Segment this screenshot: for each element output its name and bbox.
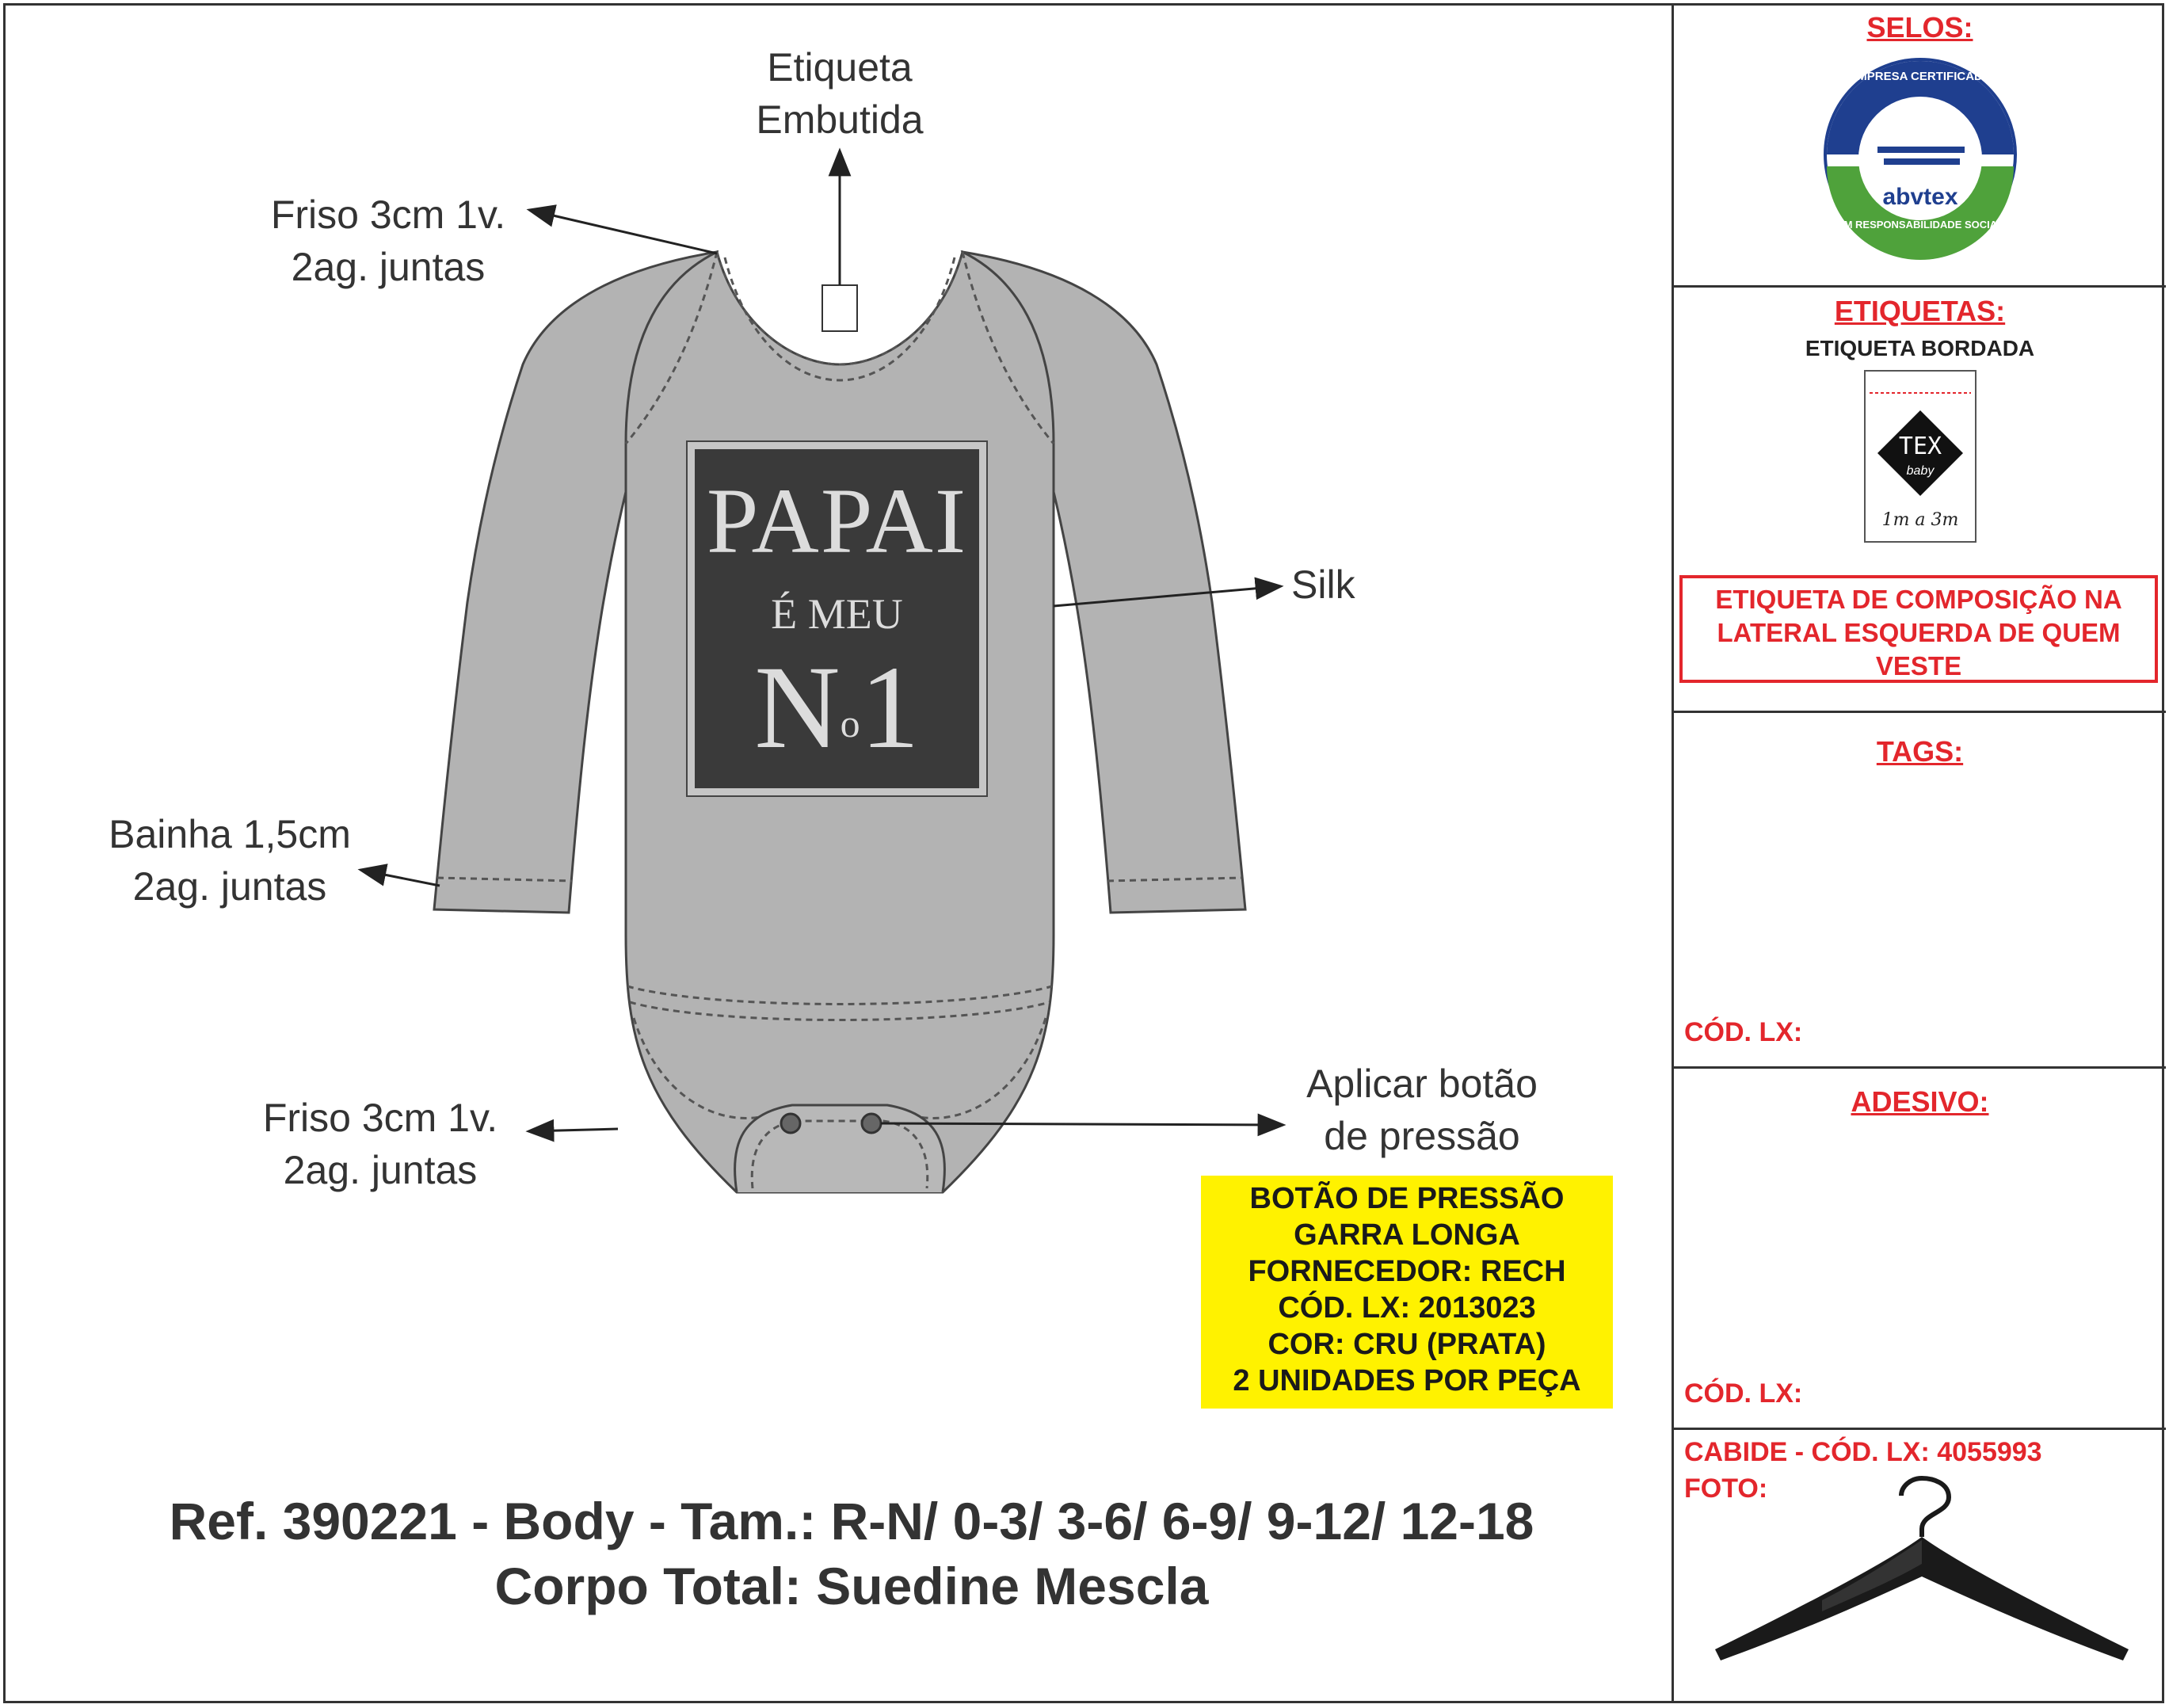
- button-spec-line: FORNECEDOR: RECH: [1248, 1255, 1566, 1288]
- seal-text-top: EMPRESA CERTIFICADA: [1849, 70, 1992, 83]
- section-title-etiquetas: ETIQUETAS:: [1834, 295, 2006, 327]
- button-spec-line: COR: CRU (PRATA): [1267, 1328, 1546, 1361]
- composition-note-line: ETIQUETA DE COMPOSIÇÃO NA: [1715, 585, 2122, 614]
- button-spec-line: BOTÃO DE PRESSÃO: [1249, 1182, 1565, 1215]
- snap-button-right: [862, 1114, 881, 1133]
- button-spec-line: 2 UNIDADES POR PEÇA: [1233, 1364, 1581, 1397]
- print-text-n: N: [754, 642, 841, 773]
- section-title-tags: TAGS:: [1876, 735, 1964, 768]
- annotation-bainha: [79, 808, 380, 913]
- product-material-title: Corpo Total: Suedine Mescla: [494, 1557, 1209, 1615]
- inner-label: [822, 285, 857, 331]
- print-text-one: 1: [860, 642, 920, 773]
- tex-label-sub: baby: [1906, 464, 1935, 478]
- annotation-friso-top-line1: Friso 3cm 1v.: [270, 193, 506, 237]
- annotation-etiqueta-embutida: [721, 41, 959, 146]
- print-text-papai: PAPAI: [706, 469, 968, 573]
- cabide-foto-label: FOTO:: [1684, 1474, 1768, 1504]
- tex-label-brand: TEX: [1898, 433, 1942, 460]
- cabide-cod-lx: CABIDE - CÓD. LX: 4055993: [1684, 1437, 2042, 1467]
- section-title-adesivo: ADESIVO:: [1851, 1085, 1989, 1118]
- print-text-degree: o: [840, 701, 860, 745]
- annotation-botao: [1267, 1058, 1576, 1162]
- composition-note-line: VESTE: [1875, 651, 1962, 681]
- hanger-photo: [1715, 1478, 2129, 1660]
- annotation-silk: Silk: [1291, 562, 1355, 607]
- annotation-botao-line2: de pressão: [1324, 1114, 1520, 1158]
- annotation-friso-top-line2: 2ag. juntas: [291, 245, 486, 289]
- annotation-friso-top: [238, 189, 539, 293]
- annotation-etiqueta-line2: Embutida: [756, 97, 924, 142]
- snap-button-left: [781, 1114, 800, 1133]
- annotation-etiqueta-line1: Etiqueta: [767, 45, 913, 90]
- button-spec-box: [1201, 1176, 1613, 1409]
- tex-label-size: 1m a 3m: [1881, 510, 1959, 530]
- annotation-botao-line1: Aplicar botão: [1306, 1062, 1538, 1106]
- print-text-e-meu: É MEU: [771, 590, 903, 638]
- annotation-bainha-line1: Bainha 1,5cm: [109, 812, 351, 856]
- composition-label-note: [1679, 575, 2158, 683]
- seal-text-bottom: EM RESPONSABILIDADE SOCIAL: [1836, 219, 2004, 231]
- button-spec-line: GARRA LONGA: [1294, 1218, 1520, 1252]
- composition-note-line: LATERAL ESQUERDA DE QUEM: [1717, 618, 2121, 647]
- annotation-bainha-line2: 2ag. juntas: [132, 864, 327, 909]
- button-spec-line: CÓD. LX: 2013023: [1278, 1291, 1536, 1325]
- product-reference-title: Ref. 390221 - Body - Tam.: R-N/ 0-3/ 3-6/ 6-9/ 9-12/ 12-18: [169, 1492, 1534, 1550]
- tags-cod-lx: CÓD. LX:: [1684, 1017, 1803, 1047]
- annotation-friso-bottom-line2: 2ag. juntas: [283, 1148, 478, 1192]
- etiqueta-bordada-subtitle: ETIQUETA BORDADA: [1805, 336, 2035, 360]
- print-text-no1: [695, 640, 979, 775]
- seal-brand: abvtex: [1882, 184, 1958, 210]
- adesivo-cod-lx: CÓD. LX:: [1684, 1378, 1803, 1409]
- annotation-friso-bottom: [230, 1092, 531, 1196]
- annotation-friso-bottom-line1: Friso 3cm 1v.: [262, 1096, 498, 1140]
- section-title-selos: SELOS:: [1866, 11, 1973, 44]
